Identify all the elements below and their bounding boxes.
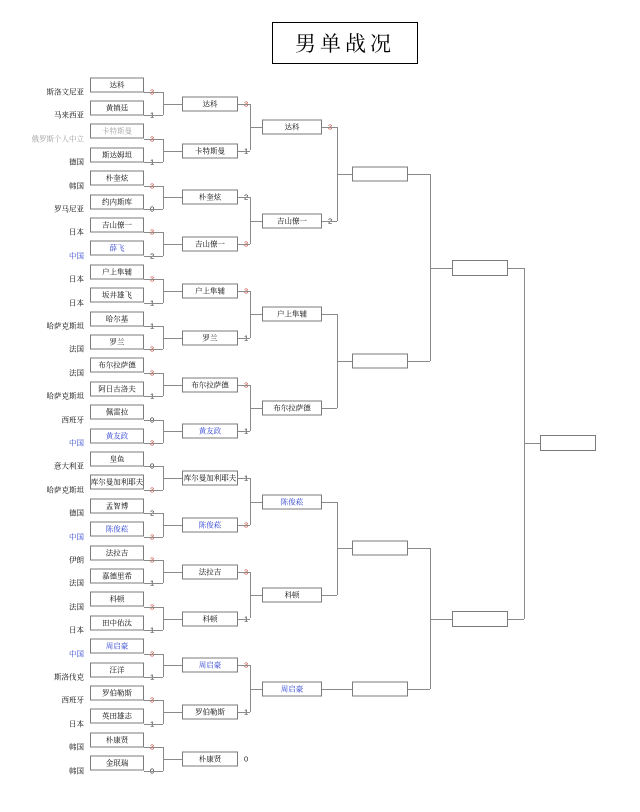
connector-line (144, 771, 163, 772)
country-label: 中国 (69, 438, 84, 448)
bracket-slot: 户上隼辅 (262, 307, 322, 322)
country-label: 韩国 (69, 742, 84, 752)
bracket-slot: 周启豪 (182, 658, 238, 673)
bracket-slot: 朴奎炫 (182, 190, 238, 205)
connector-line (408, 361, 430, 362)
country-label: 伊朗 (69, 555, 84, 565)
country-label: 斯洛伐克 (54, 672, 84, 682)
connector-line (322, 314, 337, 315)
connector-line (144, 537, 163, 538)
bracket-slot (452, 260, 508, 276)
connector-line (163, 759, 182, 760)
connector-line (337, 174, 352, 175)
bracket-slot: 达科 (182, 96, 238, 111)
bracket-slot: 户上隼辅 (90, 264, 144, 279)
bracket-slot: 朴奎炫 (90, 171, 144, 186)
country-label: 斯洛文尼亚 (46, 87, 84, 97)
bracket-slot: 黄友政 (182, 424, 238, 439)
connector-line (238, 151, 250, 152)
country-label: 西班牙 (61, 415, 84, 425)
bracket-slot: 科顿 (262, 588, 322, 603)
bracket-slot: 科顿 (90, 592, 144, 607)
connector-line (524, 443, 540, 444)
connector-line (238, 665, 250, 666)
connector-line (250, 314, 262, 315)
bracket-slot: 布尔拉萨德 (262, 400, 322, 415)
bracket-slot: 卡特斯曼 (182, 143, 238, 158)
connector-line (430, 268, 452, 269)
connector-line (163, 525, 182, 526)
connector-line (250, 502, 262, 503)
country-label: 马来西亚 (54, 110, 84, 120)
country-label: 哈萨克斯坦 (46, 485, 84, 495)
connector-line (144, 303, 163, 304)
connector-line (238, 712, 250, 713)
connector-line (144, 232, 163, 233)
connector-line (322, 221, 337, 222)
connector-line (163, 619, 182, 620)
bracket-slot: 朴康贤 (182, 751, 238, 766)
country-label: 德国 (69, 508, 84, 518)
connector-line (408, 174, 430, 175)
connector-line (144, 162, 163, 163)
connector-line (163, 385, 182, 386)
connector-line (408, 548, 430, 549)
bracket-slot: 法拉吉 (90, 545, 144, 560)
country-label: 罗马尼亚 (54, 204, 84, 214)
bracket-slot: 阿日古洛夫 (90, 381, 144, 396)
connector-line (144, 115, 163, 116)
connector-line (163, 151, 182, 152)
country-label: 日本 (69, 298, 84, 308)
connector-line (322, 127, 337, 128)
page-title: 男单战况 (272, 22, 418, 64)
bracket-slot: 英田雄志 (90, 709, 144, 724)
country-label: 中国 (69, 649, 84, 659)
connector-line (144, 92, 163, 93)
country-label: 日本 (69, 274, 84, 284)
connector-line (337, 548, 352, 549)
bracket-slot: 罗伯勒斯 (90, 685, 144, 700)
bracket-slot: 黄友政 (90, 428, 144, 443)
bracket-slot: 皇鱼 (90, 451, 144, 466)
bracket-slot: 陈俊菘 (182, 517, 238, 532)
country-label: 法国 (69, 344, 84, 354)
connector-line (144, 256, 163, 257)
connector-line (144, 139, 163, 140)
bracket-slot (540, 435, 596, 451)
connector-line (144, 724, 163, 725)
connector-line (163, 197, 182, 198)
bracket-slot: 库尔曼加利耶夫 (90, 475, 144, 490)
bracket-slot: 田中佑汰 (90, 615, 144, 630)
connector-line (163, 338, 182, 339)
connector-line (250, 408, 262, 409)
connector-line (238, 385, 250, 386)
bracket-slot: 约内斯库 (90, 194, 144, 209)
bracket-slot: 户上隼辅 (182, 283, 238, 298)
bracket-slot: 吉山僚一 (90, 217, 144, 232)
country-label: 日本 (69, 227, 84, 237)
match-score: 0 (244, 754, 249, 764)
bracket-slot: 达科 (262, 120, 322, 135)
bracket-slot: 周启豪 (90, 639, 144, 654)
connector-line (163, 712, 182, 713)
connector-line (144, 700, 163, 701)
connector-line (144, 420, 163, 421)
bracket-slot: 陈俊菘 (262, 494, 322, 509)
bracket-slot: 达科 (90, 77, 144, 92)
connector-line (508, 619, 524, 620)
connector-line (322, 502, 337, 503)
connector-line (238, 197, 250, 198)
connector-line (163, 291, 182, 292)
connector-line (322, 595, 337, 596)
bracket-slot (352, 541, 408, 556)
connector-line (144, 607, 163, 608)
bracket-slot: 朴康贤 (90, 732, 144, 747)
country-label: 俄罗斯个人中立 (31, 134, 84, 144)
country-label: 哈萨克斯坦 (46, 321, 84, 331)
country-label: 法国 (69, 368, 84, 378)
country-label: 意大利亚 (54, 461, 84, 471)
bracket-slot: 周启豪 (262, 681, 322, 696)
connector-line (144, 490, 163, 491)
connector-line (144, 747, 163, 748)
bracket-slot: 黄镇廷 (90, 100, 144, 115)
country-label: 哈萨克斯坦 (46, 391, 84, 401)
connector-line (144, 326, 163, 327)
bracket-slot: 坂井雄飞 (90, 288, 144, 303)
connector-line (238, 244, 250, 245)
bracket-slot (352, 681, 408, 696)
bracket-slot: 汪洋 (90, 662, 144, 677)
connector-line (238, 291, 250, 292)
connector-line (144, 209, 163, 210)
country-label: 法国 (69, 602, 84, 612)
connector-line (238, 572, 250, 573)
connector-line (144, 654, 163, 655)
connector-line (238, 431, 250, 432)
bracket-slot: 卡特斯曼 (90, 124, 144, 139)
bracket-slot: 布尔拉萨德 (90, 358, 144, 373)
connector-line (337, 361, 352, 362)
connector-line (144, 186, 163, 187)
connector-line (163, 572, 182, 573)
connector-line (238, 525, 250, 526)
bracket-slot: 孟智博 (90, 498, 144, 513)
connector-line (144, 373, 163, 374)
connector-line (144, 583, 163, 584)
bracket-slot: 嘉德里希 (90, 568, 144, 583)
bracket-slot: 法拉吉 (182, 564, 238, 579)
country-label: 中国 (69, 532, 84, 542)
connector-line (144, 513, 163, 514)
bracket-slot: 金珉瑞 (90, 756, 144, 771)
connector-line (144, 396, 163, 397)
connector-line (250, 221, 262, 222)
country-label: 西班牙 (61, 695, 84, 705)
country-label: 韩国 (69, 766, 84, 776)
bracket-slot: 布尔拉萨德 (182, 377, 238, 392)
connector-line (238, 478, 250, 479)
connector-line (250, 127, 262, 128)
connector-line (163, 665, 182, 666)
connector-line (238, 338, 250, 339)
connector-line (163, 431, 182, 432)
connector-line (144, 560, 163, 561)
bracket-slot (352, 354, 408, 369)
bracket-slot: 哈尔基 (90, 311, 144, 326)
connector-line (337, 689, 352, 690)
connector-line (144, 677, 163, 678)
bracket-slot (452, 611, 508, 627)
connector-line (238, 104, 250, 105)
bracket-slot: 佩雷拉 (90, 405, 144, 420)
country-label: 韩国 (69, 181, 84, 191)
bracket-slot: 库尔曼加利耶夫 (182, 471, 238, 486)
connector-line (144, 443, 163, 444)
bracket-slot (352, 166, 408, 181)
country-label: 日本 (69, 719, 84, 729)
connector-line (408, 689, 430, 690)
bracket-slot: 吉山僚一 (182, 237, 238, 252)
bracket-slot: 罗伯勒斯 (182, 705, 238, 720)
bracket-slot: 科顿 (182, 611, 238, 626)
bracket-slot: 陈俊菘 (90, 522, 144, 537)
country-label: 日本 (69, 625, 84, 635)
connector-line (163, 244, 182, 245)
connector-line (144, 279, 163, 280)
connector-line (144, 466, 163, 467)
bracket-slot: 斯达姆坦 (90, 147, 144, 162)
connector-line (322, 689, 337, 690)
country-label: 德国 (69, 157, 84, 167)
connector-line (238, 619, 250, 620)
connector-line (163, 104, 182, 105)
country-label: 法国 (69, 578, 84, 588)
connector-line (322, 408, 337, 409)
connector-line (430, 619, 452, 620)
bracket-slot: 吉山僚一 (262, 213, 322, 228)
bracket-slot: 罗兰 (182, 330, 238, 345)
connector-line (250, 595, 262, 596)
connector-line (250, 689, 262, 690)
bracket-slot: 罗兰 (90, 334, 144, 349)
country-label: 中国 (69, 251, 84, 261)
connector-line (163, 478, 182, 479)
connector-line (144, 349, 163, 350)
bracket-slot: 薛飞 (90, 241, 144, 256)
connector-line (508, 268, 524, 269)
connector-line (144, 630, 163, 631)
